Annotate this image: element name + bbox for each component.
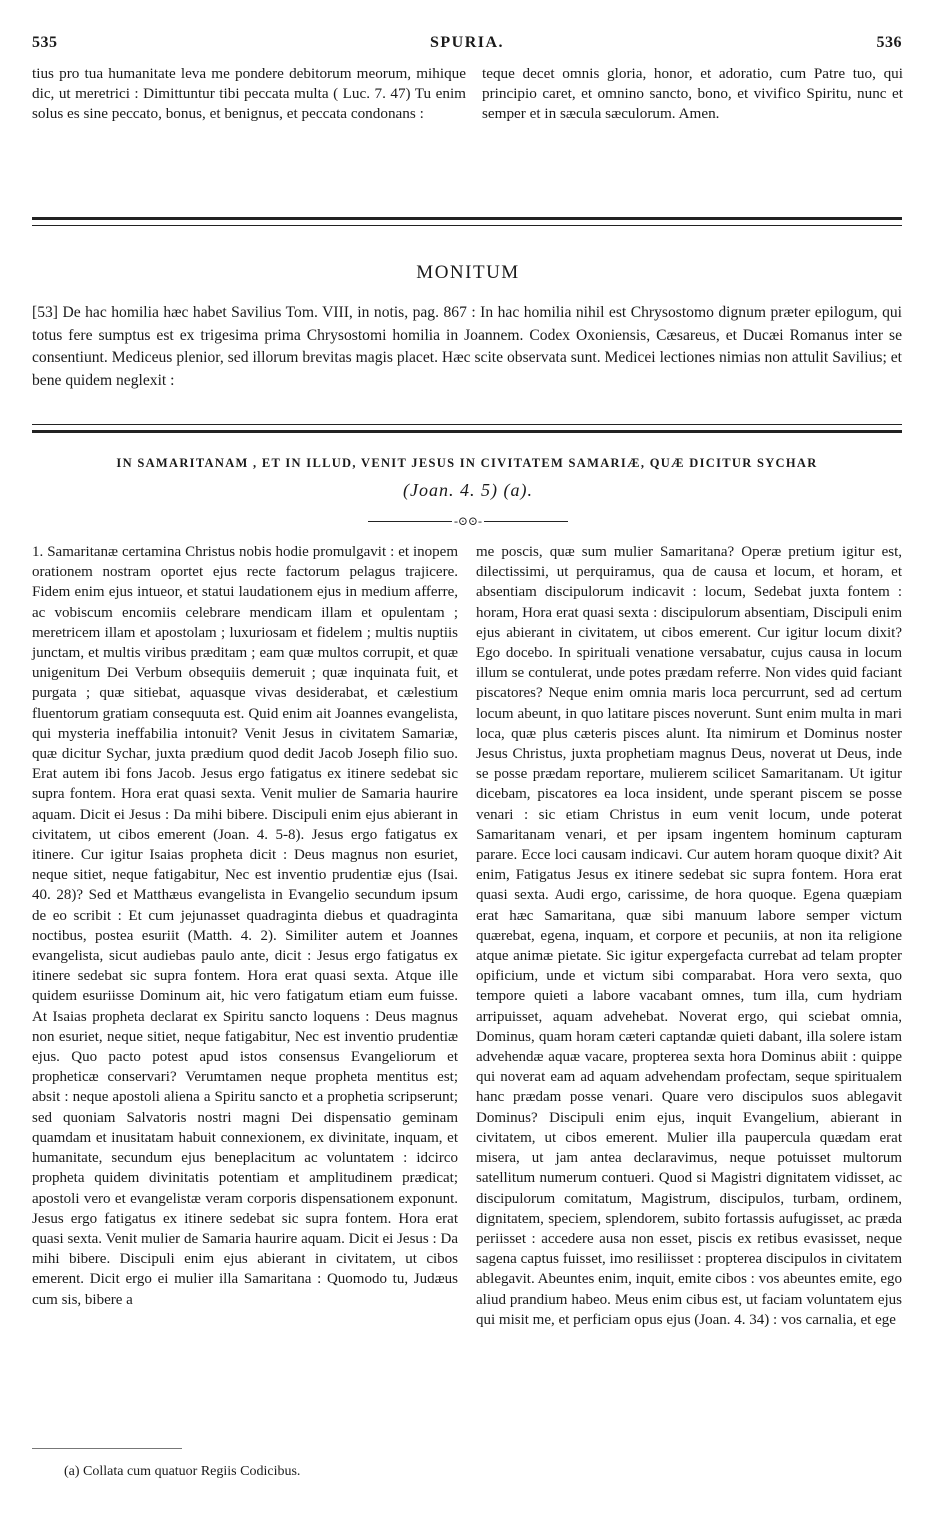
footnote: (a) Collata cum quatuor Regiis Codicibus. <box>64 1464 301 1479</box>
ornament-divider <box>368 514 568 528</box>
homily-title: IN SAMARITANAM , ET IN ILLUD, VENIT JESUS IN CIVITATEM SAMARIÆ, QUÆ DICITUR SYCHAR <box>116 456 818 470</box>
monitum-text: [53] De hac homilia hæc habet Savilius Tom. VIII, in notis, pag. 867 : In hac homilia nihil est Chrysostomo dignum præter epilogum, qui totus fere sumptus est ex trigesima prima Chrysostomi homilia in Joannem. Codex Oxoniensis, Cæsareus, et Ducæi Romanus inter se consentiunt. Mediceus plenior, sed illorum brevitas magis placet. Hæc scite observata sunt. Medicei lectiones nimias non attulit Savilius; et bene quidem neglexit : <box>32 304 902 389</box>
ornament-line-right <box>484 521 568 522</box>
section-rule-thick <box>32 430 902 433</box>
footnote-rule <box>32 1448 182 1449</box>
page-number-right: 536 <box>876 34 902 51</box>
top-left-text: tius pro tua humanitate leva me pondere debitorum meorum, mihique dic, ut meretrici : Dimittuntur tibi peccata multa ( Luc. 7. 47) Tu enim solus es sine peccato, bonus, et benignus, et peccata condonans : <box>32 65 466 123</box>
section-rule-thin <box>32 424 902 425</box>
ornament-glyph: -⊙⊙- <box>453 514 483 528</box>
main-right-column <box>476 542 902 1330</box>
homily-subtitle: (Joan. 4. 5) (a). <box>403 480 533 500</box>
main-right-text: me poscis, quæ sum mulier Samaritana? Operæ pretium igitur est, dilectissimi, ut perquiramus, qua de causa et locum, et horam, et absentiam discipulorum indicavit : locum, Sedebat juxta fontem : horam, Hora erat quasi sexta : discipulorum absentiam, Discipuli enim ejus abierant in civitatem, ut cibos emerent. Cur igitur locum dixit? Ego docebo. In spirituali venatione versabatur, cujus causa in locum illum se contulerat, unde potes prædam referre. Non vides quid faciant piscatores? Neque enim omnia maris loca percurrunt, sed ad certum locum abeunt, in quo latitare pisces noverunt. Sunt enim multa in mari loca, quæ plus cæteris pisces alunt. Ita nimirum et Dominus noster Jesus Christus, juxta prophetiam magnus Deus, noverat ut Deus, inde se posse prædam reportare, mulierem scilicet Samaritanam. Ut igitur dicebam, piscatores ea loca insident, unde sperant piscem se posse venari : sic etiam Christus in eum venit locum, unde poterat Samaritanam venari, et per ipsam ingentem hominum capturam parare. Ecce loci causam indicavi. Cur autem horam quoque dixit? Ait enim, Fatigatus Jesus ex itinere sedebat sic supra fontem. Hora erat quasi sexta. Audi ergo, carissime, de hora quoque. Egena quæpiam erat hæc Samaritana, quæ sibi manuum labore semper victum quærebat, egena, inquam, et corpore et pecuniis, at non ita religione atque animæ pietate. Sic igitur expergefacta currebat ad telam propter opificium, unde et victum sibi comparabat. Hora vero sexta, quo tempore quieti a labore vacabant omnes, tum illa, cum hydriam arripuisset, aquam advehebat. Noverat ergo, qui sciebat omnia, Dominus, quam horam cæteri captandæ quieti dabant, illa solere istam advehendæ aquæ vacare, propterea sexta hora Dominus abiit : quippe qui noverat eam ad aquam advehendam profectam, seque spiritualem hanc prædam posse venari. Quare vero discipulos suos ablegavit Dominus? Discipuli enim ejus, inquit Evangelium, abierant in civitatem, ut cibos emerent. Mulier illa paupercula quædam erat misera, ut jam antea declaravimus, neque potuisset multorum satellitum numerum contueri. Quod si Magistri dignitatem vidisset, ac discipulorum comitatum, Magistrum, discipulos, turbam, ordinem, dignitatem, speciem, splendorem, subito fortassis aufugisset, ac præda periisset : accedere ausa non esset, piscis ex retibus evasisset, neque sagena captus fuisset, imo resiliisset : propterea discipulos in civitatem ablegavit. Abeuntes enim, inquit, emite cibos : vos abeuntes emite, ego aliud prandium habeo. Meus enim cibus est, ut faciam voluntatem ejus qui misit me, et perficiam opus ejus (Joan. 4. 34) : vos carnalia, et ege <box>476 544 902 1328</box>
main-left-column <box>32 542 458 1310</box>
top-left-column <box>32 64 466 125</box>
top-right-column <box>482 64 903 125</box>
monitum-block <box>32 302 902 392</box>
page-number-left: 535 <box>32 34 58 51</box>
double-rule-thick <box>32 217 902 220</box>
running-title: SPURIA. <box>429 34 505 51</box>
ornament-line-left <box>368 521 452 522</box>
page-header <box>32 34 902 54</box>
double-rule-thin <box>32 225 902 226</box>
main-left-text: 1. Samaritanæ certamina Christus nobis hodie promulgavit : et inopem orationem nostram oportet ejus recte factorum pelagus trajicere. Fidem enim ejus intueor, et statui laudationem ejus in medium afferre, ac vobiscum encomiis celebrare mendicam illam et opulentam ; meretricem illam et apostolam ; luxuriosam et fidelem ; multis nuptiis junctam, et multis viribus præditam ; eam quæ multos corrupit, et quæ unigenitum Dei Verbum obsequiis demeruit ; quæ inquinata fuit, et purgata ; quæ sitiebat, aquasque vivas desiderabat, et cælestium fluentorum gratiam consequuta est. Quid enim ait Joannes evangelista, qui mysteria ineffabilia intonuit? Venit Jesus in civitatem Samariæ, quæ dicitur Sychar, juxta prædium quod dedit Jacob Joseph filio suo. Erat autem ibi fons Jacob. Jesus ergo fatigatus ex itinere sedebat sic supra fontem. Hora erat quasi sexta. Venit mulier de Samaria haurire aquam. Dicit ei Jesus : Da mihi bibere. Discipuli enim ejus abierant in civitatem, ut cibos emerent (Joan. 4. 5-8). Jesus ergo fatigatus ex itinere. Cur igitur Isaias propheta dicit : Deus magnus non esuriet, neque sitiet, neque fatigabitur, Nec est inventio prudentiæ ejus (Isai. 40. 28)? Sed et Matthæus evangelista in Evangelio secundum ipsum de eo scribit : Et cum jejunasset quadraginta diebus et quadraginta noctibus, postea esuriit (Matth. 4. 2). Similiter autem et Joannes evangelista, sicut audiebas paulo ante, dicit : Jesus ergo fatigatus ex itinere sedebat sic supra fontem. Hora erat quasi sexta. Atque ille quidem esuriisse Dominum ait, hic vero fatigatum etiam eum fuisse. At Isaias propheta declarat ex Spiritu sancto loquens : Deus magnus non esuriet, neque sitiet, neque fatigabitur, Nec est inventio prudentiæ ejus. Quo pacto potest apud istos consensus Evangeliorum et propheticæ conservari? Verumtamen neque propheta mentitus est; absit : neque apostoli aliena a Spiritu sancto et a prophetia scripserunt; sed quoniam Salvatoris nostri magni Dei dispensatio geminam quamdam et inusitatam habuit connexionem, ex divinitate, inquam, et humanitate, secundum ejus beneplacitum ac voluntatem : idcirco propheta quidem divinitatis potentiam et amplitudinem prædicat; apostoli vero et evangelistæ veram corporis dispensationem exponunt. Jesus ergo fatigatus ex itinere sedebat sic supra fontem. Hora erat quasi sexta. Venit mulier de Samaria haurire aquam. Dicit ei Jesus : Da mihi bibere. Discipuli enim ejus abierant in civitatem, ut cibos emerent. Dicit ergo ei mulier illa Samaritana : Quomodo tu, Judæus cum sis, bibere a <box>32 544 458 1308</box>
monitum-heading: MONITUM <box>416 262 520 283</box>
top-right-text: teque decet omnis gloria, honor, et adoratio, cum Patre tuo, qui principio caret, et omnino sancto, bono, et vivifico Spiritu, nunc et semper et in sæcula sæculorum. Amen. <box>482 65 903 123</box>
